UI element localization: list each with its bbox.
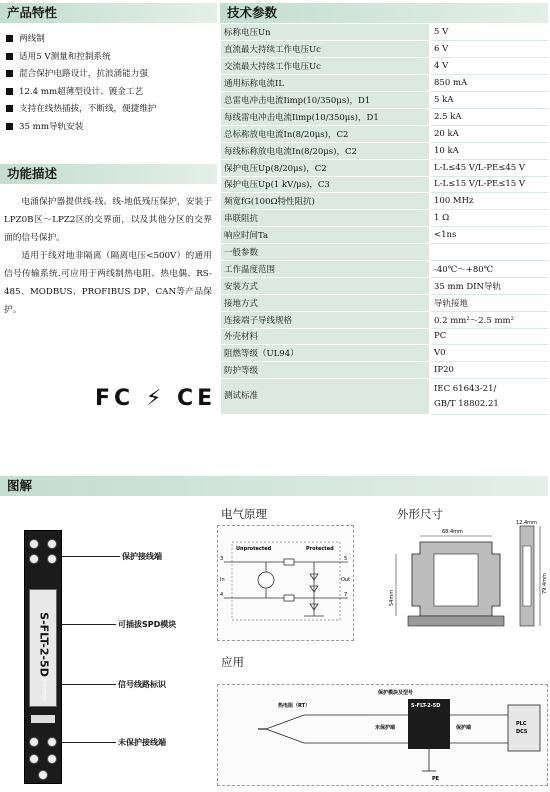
spec-row [221, 294, 548, 311]
terminal-screw-icon [29, 539, 39, 549]
spec-value-line: GB/T 18802.21 [434, 398, 499, 409]
spec-row [221, 260, 548, 277]
diagram-header [0, 476, 548, 496]
feature-item [6, 49, 216, 67]
dimensions-title: 外形尺寸 [397, 507, 443, 521]
spec-row [221, 193, 548, 210]
spec-value: IP20 [430, 362, 548, 379]
application-title: 应用 [221, 655, 244, 669]
terminal-screw-icon [29, 737, 39, 747]
out-label: Out [341, 577, 351, 583]
specs-header [220, 3, 548, 23]
terminal-screw-icon [47, 737, 57, 747]
feature-item [6, 101, 216, 119]
features-list [6, 31, 216, 137]
schematic-drawing [218, 526, 353, 640]
spec-key: 串联阻抗 [221, 210, 430, 227]
spec-value: 10 kA [430, 142, 548, 159]
spec-value: <1ns [430, 227, 548, 244]
spec-value: 5 kA [430, 92, 548, 109]
spec-value: 5 V [430, 24, 548, 41]
specs-title: 技术参数 [227, 5, 278, 20]
spec-value: 导轨接地 [430, 294, 548, 311]
label-protected-terminal: 保护接线端 [122, 552, 162, 561]
description-paragraph-2: 适用于线对地非隔离（隔离电压<500V）的通用信号传输系统.可应用于两线制热电阻、热电偶、RS-485、MODBUS、PROFIBUS DP、CAN等产品保护。 [4, 251, 212, 315]
spec-key: 每线标称放电电流In(8/20μs)，C2 [221, 142, 430, 159]
spec-row [221, 362, 548, 379]
spec-value: 850 mA [430, 75, 548, 92]
spec-value: -40℃～+80℃ [430, 260, 548, 277]
spec-value [430, 244, 548, 261]
certification-marks: FC ⚡ CE [95, 386, 217, 411]
spec-key: 外壳材料 [221, 328, 430, 345]
spec-row [221, 24, 548, 41]
spec-row [221, 345, 548, 362]
diagram-title: 图解 [7, 478, 33, 493]
leader-line [62, 684, 116, 685]
spec-value: 0.2 mm²～2.5 mm² [430, 311, 548, 328]
spec-key: 连接端子导线规格 [221, 311, 430, 328]
bullet-icon [6, 53, 13, 60]
spec-key: 保护电压Up(8/20μs)，C2 [221, 159, 430, 176]
spec-value: PC [430, 328, 548, 345]
feature-text: 适用5 V测量和控制系统 [19, 51, 111, 62]
feature-item [6, 119, 216, 137]
dim-height: 54mm [389, 589, 395, 606]
spec-key: 一般参数 [221, 244, 430, 261]
leader-line [62, 556, 120, 557]
terminal-screw-icon [29, 554, 39, 564]
terminal-screw-icon [47, 539, 57, 549]
in-label: In [220, 577, 225, 583]
spec-key: 通用标称电流IL [221, 75, 430, 92]
app-protected-label: 保护端 [456, 725, 472, 731]
app-dcs-label: DCS [516, 729, 528, 735]
feature-text: 12.4 mm超薄型设计、镀金工艺 [19, 86, 144, 97]
spec-row [221, 244, 548, 261]
app-plc-label: PLC [516, 721, 527, 727]
spec-value: 4 V [430, 58, 548, 75]
spec-row [221, 92, 548, 109]
spec-value [430, 379, 548, 415]
feature-text: 支持在线热插拔，不断线，便捷维护 [19, 104, 157, 115]
dimension-drawing [388, 520, 550, 640]
app-unprotected-label: 未保护端 [375, 725, 396, 731]
spec-key: 响应时间Ta [221, 227, 430, 244]
spec-key: 安装方式 [221, 277, 430, 294]
spec-row [221, 108, 548, 125]
spec-row [221, 210, 548, 227]
spec-row [221, 277, 548, 294]
spec-key: 接地方式 [221, 294, 430, 311]
spec-row [221, 227, 548, 244]
terminal-screw-icon [47, 754, 57, 764]
spec-value: 1 Ω [430, 210, 548, 227]
spec-key: 直流最大持续工作电压Uc [221, 41, 430, 58]
spec-row [221, 176, 548, 193]
spec-row [221, 142, 548, 159]
feature-text: 混合保护电路设计，抗浪涌能力强 [19, 69, 148, 80]
spec-value: 6 V [430, 41, 548, 58]
spec-key: 防护等级 [221, 362, 430, 379]
dim-depth: 12.4mm [516, 520, 537, 526]
function-title: 功能描述 [7, 166, 58, 181]
dim-width: 68.4mm [442, 529, 463, 535]
signal-id-tag [31, 715, 55, 723]
spec-value: 100 MHz [430, 193, 548, 210]
features-title: 产品特性 [7, 5, 58, 20]
terminal-screw-icon [29, 754, 39, 764]
svg-text:4: 4 [220, 592, 224, 598]
spec-key: 每线雷电冲击电流Iimp(10/350μs)，D1 [221, 108, 430, 125]
terminal-screw-icon [47, 554, 57, 564]
spec-row [221, 58, 548, 75]
features-header [0, 3, 217, 23]
spec-key: 测试标准 [221, 379, 430, 415]
spec-row [221, 125, 548, 142]
spec-row [221, 159, 548, 176]
spec-row [221, 379, 548, 415]
bullet-icon [6, 88, 13, 95]
bullet-icon [6, 123, 13, 130]
spec-key: 频宽fG(100Ω特性阻抗) [221, 193, 430, 210]
spec-value-line: IEC 61643-21/ [434, 383, 497, 394]
terminal-screw-icon [38, 770, 48, 780]
spec-row [221, 75, 548, 92]
spec-value: 20 kA [430, 125, 548, 142]
spec-key: 保护电压Up(1 kV/μs)，C3 [221, 176, 430, 193]
spec-value: L-L≤45 V/L-PE≤45 V [430, 159, 548, 176]
spec-row [221, 328, 548, 345]
feature-item [6, 66, 216, 84]
label-signal-id: 信号线路标识 [118, 680, 166, 689]
app-sensor-label: 热电阻（RT） [278, 703, 311, 709]
electrical-schematic [217, 525, 354, 641]
feature-item [6, 84, 216, 102]
application-drawing [218, 685, 547, 785]
svg-text:7: 7 [344, 592, 348, 598]
spec-row [221, 41, 548, 58]
leader-line [62, 624, 116, 625]
app-device-model: S-FLT-2-5D [411, 703, 441, 709]
unprotected-label: Unprotected [236, 546, 272, 552]
svg-text:5: 5 [344, 556, 348, 562]
protected-label: Protected [306, 546, 334, 552]
label-module: 可插拔SPD模块 [118, 620, 177, 629]
leader-line [62, 742, 116, 743]
spec-key: 交流最大持续工作电压Uc [221, 58, 430, 75]
function-header [0, 164, 217, 184]
dim-height-2: 79.4mm [542, 573, 548, 594]
app-pe-label: PE [432, 776, 440, 782]
bullet-icon [6, 70, 13, 77]
feature-item [6, 31, 216, 49]
feature-text: 35 mm导轨安装 [19, 121, 84, 132]
spec-value: 35 mm DIN导轨 [430, 277, 548, 294]
spec-key: 标称电压Un [221, 24, 430, 41]
app-spd-label: 保护模块及型号 [378, 690, 414, 696]
svg-text:3: 3 [220, 556, 224, 562]
spec-key: 工作温度范围 [221, 260, 430, 277]
application-diagram [217, 684, 548, 786]
brand-logo: Sinotep [40, 678, 48, 701]
function-description [4, 193, 212, 319]
label-unprotected-terminal: 未保护接线端 [118, 738, 166, 747]
spec-key: 阻燃等级（UL94） [221, 345, 430, 362]
spec-value: V0 [430, 345, 548, 362]
description-paragraph-1: 电涌保护器提供线-线、线-地低残压保护，安装于LPZ0B区～LPZ2区的交界面，以及其他分区的交界面的信号保护。 [4, 197, 212, 243]
spec-key: 总标称放电电流In(8/20μs)，C2 [221, 125, 430, 142]
device-illustration [24, 530, 62, 784]
spec-value: 2.5 kA [430, 108, 548, 125]
spec-table [221, 24, 548, 415]
bullet-icon [6, 35, 13, 42]
spec-value: L-L≤15 V/L-PE≤15 V [430, 176, 548, 193]
electrical-title: 电气原理 [221, 507, 267, 521]
spec-key: 总雷电冲击电流Iimp(10/350μs)，D1 [221, 92, 430, 109]
feature-text: 两线制 [19, 34, 45, 44]
device-model-label: S-FLT-2-5D [37, 612, 51, 677]
bullet-icon [6, 105, 13, 112]
spec-row [221, 311, 548, 328]
